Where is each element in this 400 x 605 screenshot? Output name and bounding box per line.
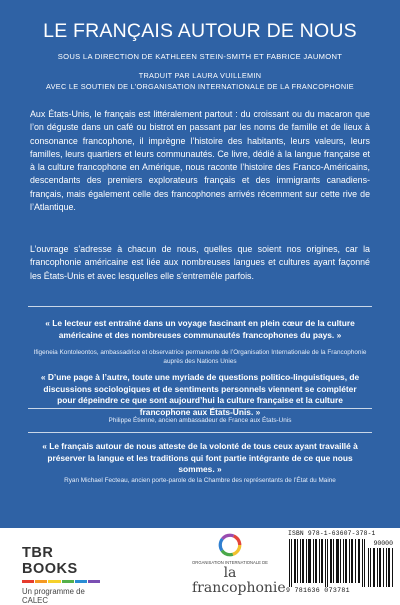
quote-text: « Le lecteur est entraîné dans un voyage fascinant en plein cœur de la culture américaine et des nombreuses communautés francophones du pays. » [45, 318, 355, 340]
support-line: AVEC LE SOUTIEN DE L’ORGANISATION INTERNATIONALE DE LA FRANCOPHONIE [46, 82, 354, 91]
blurb-paragraph-1: Aux États-Unis, le français est littéralement partout : du croissant ou du macaron que l’on déguste dans un café ou bistrot en passant par les noms de famille et de lieux à consonance francophone, il imprègne l’histoire des habitants, leurs valeurs, leurs familles, leurs quartiers et leurs communautés. Ce livre, dédié à la langue française et à la culture francophone en Amérique, nous raconte l’histoire des Franco-Américains, descendants des premiers explorateurs français et des immigrants canadiens-français, mais également celle des francophones arrivés récemment sur cette rive de l’Atlantique. [30, 109, 370, 213]
tbr-books-logo [22, 545, 100, 605]
translator-line: TRADUIT PAR LAURA VUILLEMIN [138, 71, 262, 80]
logo-color-stripes [22, 580, 100, 583]
price-code: 90000 [373, 540, 393, 547]
isbn-label: ISBN 978-1-63607-378-1 [288, 530, 376, 537]
oif-organisation-label: ORGANISATION INTERNATIONALE DE [192, 560, 268, 565]
editors-line: SOUS LA DIRECTION DE KATHLEEN STEIN-SMITH ET FABRICE JAUMONT [57, 52, 343, 61]
quote-attribution: Ifigeneia Kontoleontos, ambassadrice et observatrice permanente de l’Organisation Internationale de la Francophonie auprès des Nations Unies [33, 349, 367, 365]
barcode-digits: 9 781636 073781 [286, 587, 350, 594]
quote-attribution: Ryan Michael Fecteau, ancien porte-parole de la Chambre des représentants de l’État du Maine [64, 477, 336, 484]
divider [28, 306, 372, 307]
publisher-subtitle: Un programme de CALEC [22, 587, 85, 605]
blurb-paragraph-2: L’ouvrage s’adresse à chacun de nous, quelles que soient nos origines, car la francophonie américaine est liée aux nombreuses langues et cultures ayant façonné les États-Unis et avec lesquelles elle s’entremêle parfois. [30, 244, 370, 281]
publisher-name: TBR BOOKS [22, 545, 78, 577]
credits-block [0, 70, 400, 92]
price-barcode [368, 548, 394, 587]
quote-text: « D’une page à l’autre, toute une myriade de questions politico-linguistiques, de discussions sociologiques et de sentiments personnels viennent se compléter pour dépeindre ce que sont aujourd’hui la culture française et la culture francophone aux États-Unis. » [40, 372, 360, 417]
quote-text: « Le français autour de nous atteste de la volonté de tous ceux ayant travaillé à préserver la langue et les traditions qui font partie intégrante de ce que nous sommes. » [42, 441, 358, 474]
oif-name: la francophonie [192, 565, 286, 596]
divider [28, 432, 372, 433]
isbn-barcode [288, 539, 366, 587]
quote-attribution: Philippe Étienne, ancien ambassadeur de France aux États-Unis [108, 417, 292, 424]
barcode-block [286, 528, 396, 600]
book-title: LE FRANÇAIS AUTOUR DE NOUS [43, 20, 357, 42]
francophonie-logo [192, 532, 286, 596]
francophonie-ring-icon [217, 532, 243, 558]
